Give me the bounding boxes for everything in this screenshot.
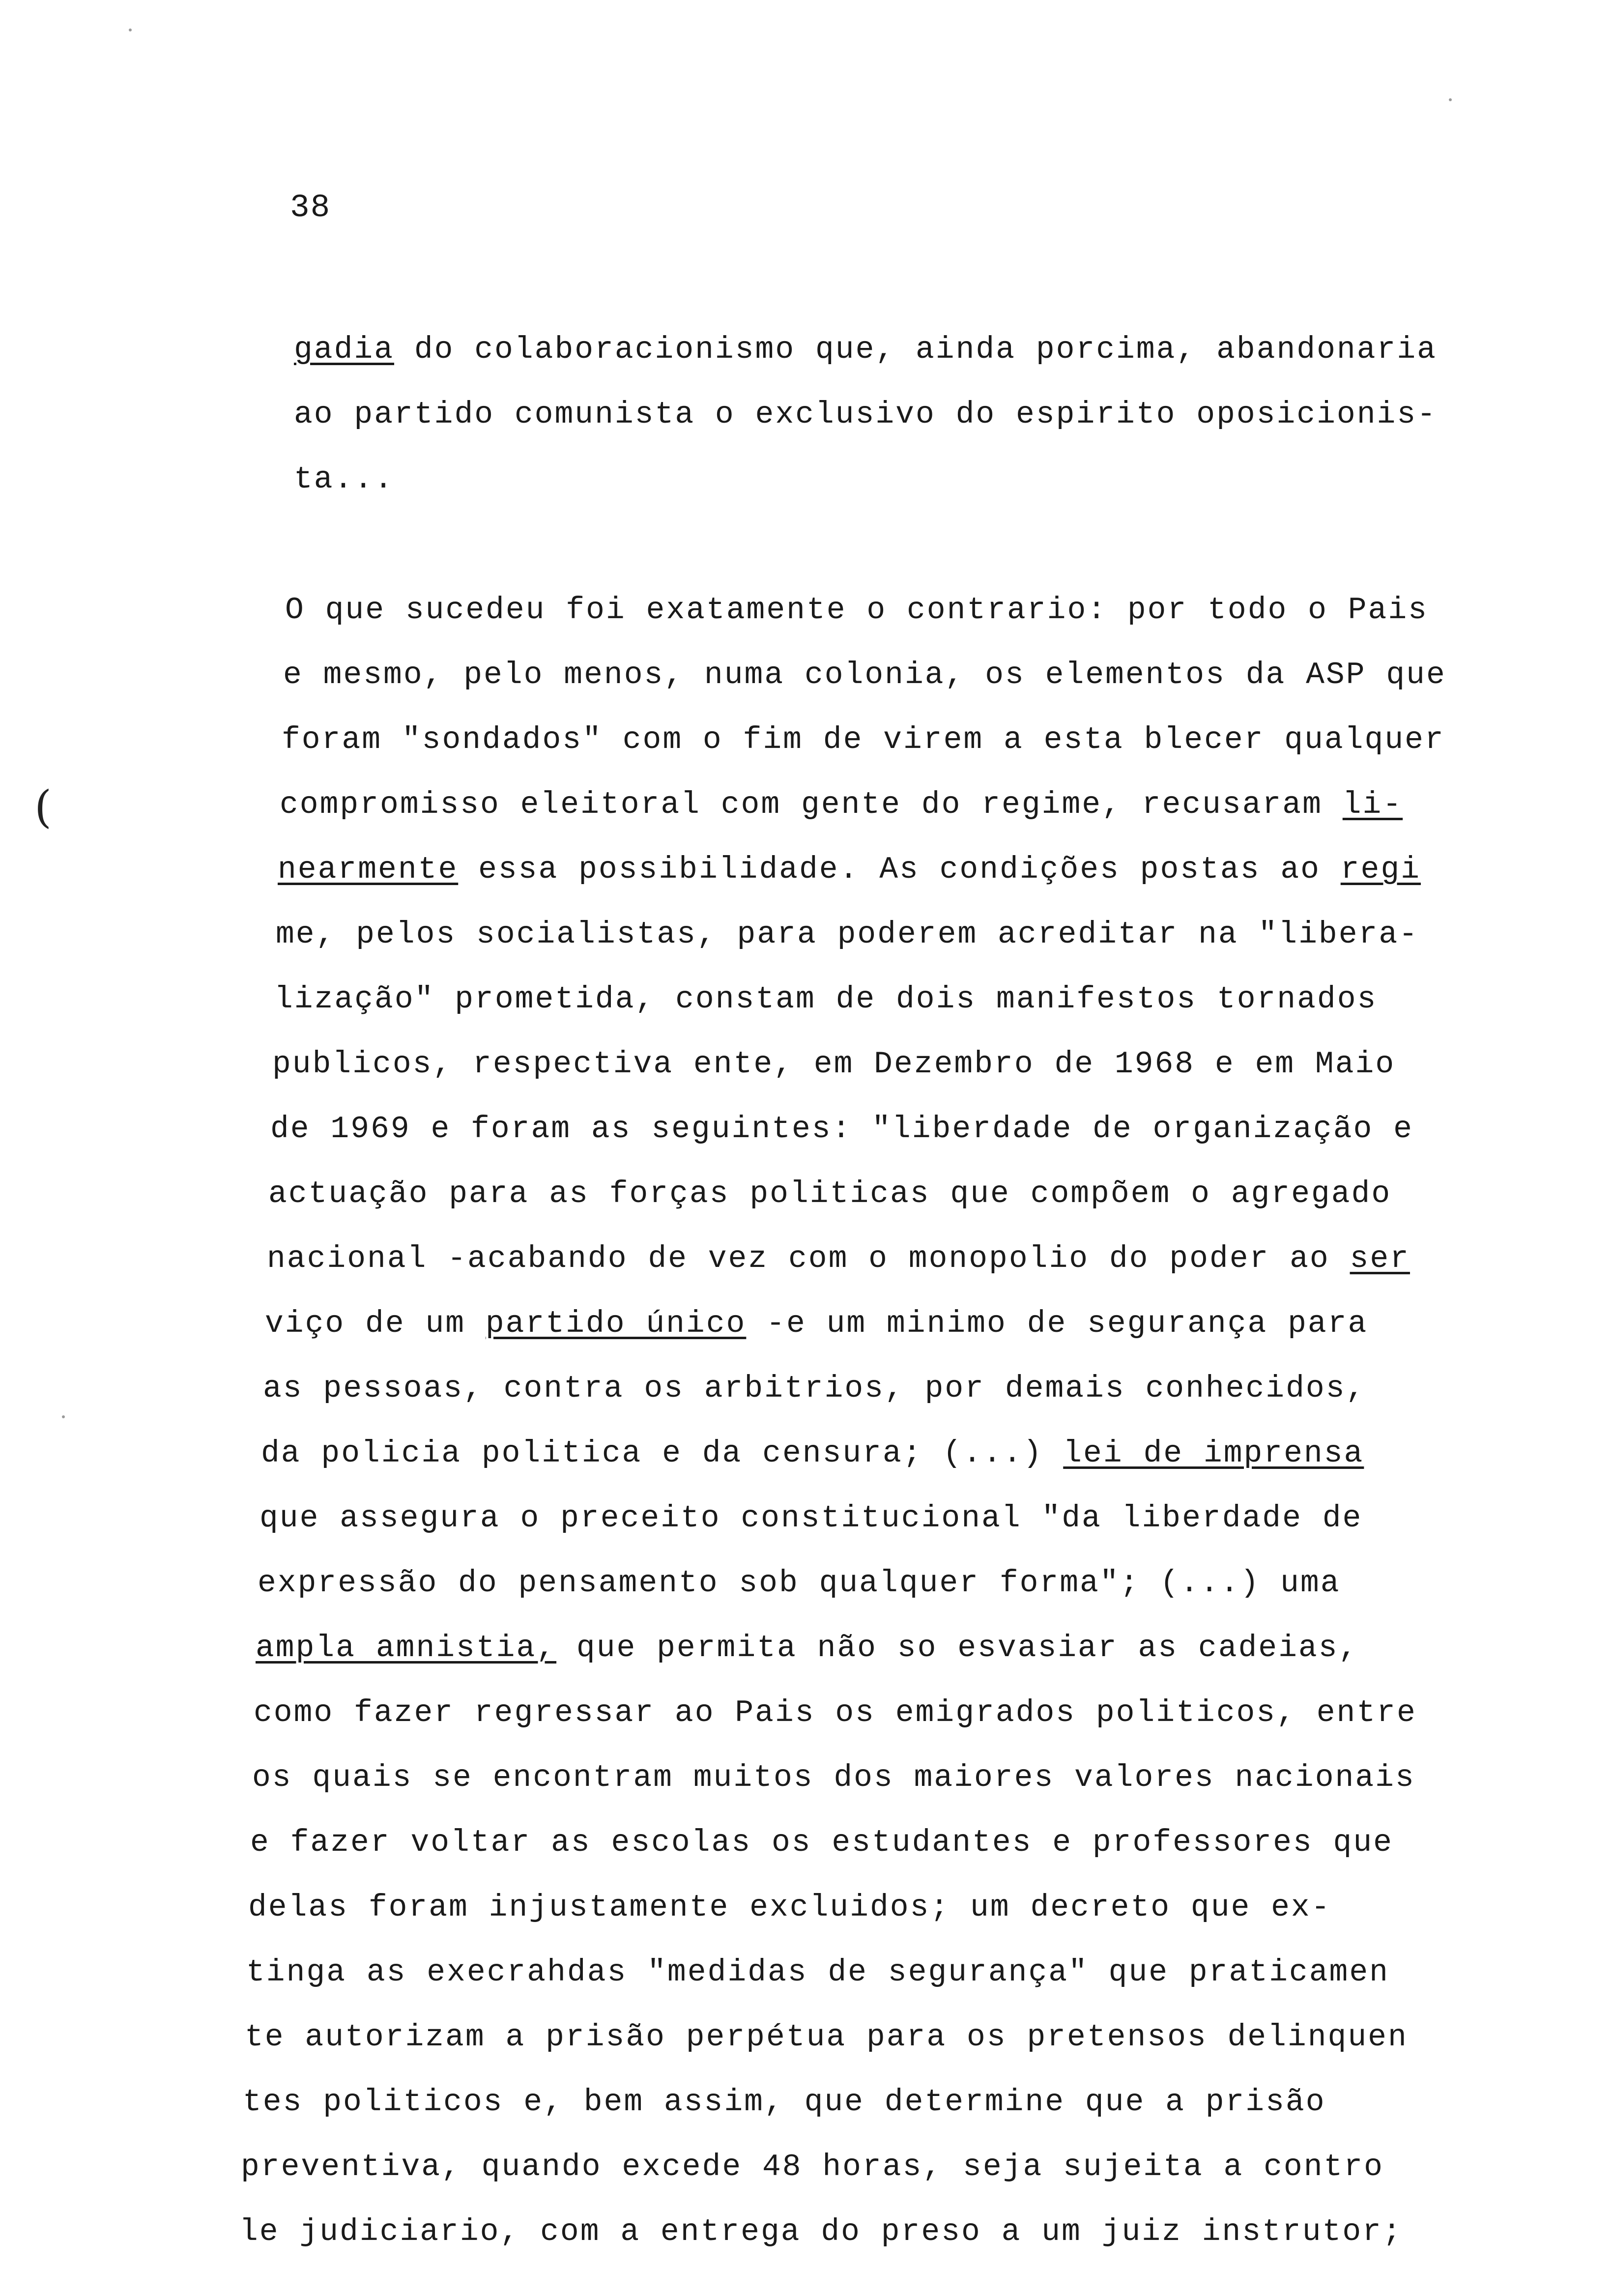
text-line [245, 2022, 1408, 2053]
text-line [294, 464, 394, 495]
text-line [282, 724, 1445, 755]
text-segment: nacional -acabando de vez com o monopolio do poder ao [267, 1241, 1350, 1276]
text-segment: -e um minimo de segurança para [746, 1306, 1368, 1341]
text-segment: expressão do pensamento sob qualquer forma"; (...) uma [258, 1566, 1341, 1601]
text-segment: O que sucedeu foi exatamente o contrario: por todo o Pais [285, 593, 1428, 628]
text-line [252, 1762, 1415, 1793]
underlined-text: gadia [294, 332, 395, 367]
text-line [259, 1503, 1362, 1534]
scan-speck [129, 29, 132, 31]
text-line [241, 2152, 1384, 2182]
text-segment: tes politicos e, bem assim, que determine que a prisão [243, 2085, 1326, 2120]
text-line [243, 2087, 1326, 2118]
text-line [274, 984, 1377, 1015]
underlined-text: nearmente [278, 852, 459, 887]
text-line [268, 1178, 1391, 1209]
text-line [263, 1373, 1366, 1404]
text-segment: ta... [294, 462, 395, 497]
underlined-text: regi [1340, 852, 1421, 887]
text-line [256, 1633, 1358, 1664]
text-segment: le judiciario, com a entrega do preso a um juiz instrutor; [239, 2214, 1403, 2249]
text-segment: do colaboracionismo que, ainda porcima, abandonaria [394, 332, 1437, 367]
underlined-text: lei de imprensa [1063, 1436, 1364, 1471]
text-segment: e mesmo, pelo menos, numa colonia, os elementos da ASP que [283, 658, 1446, 692]
text-line [278, 854, 1421, 885]
text-segment: da policia politica e da censura; (...) [261, 1436, 1064, 1471]
text-line [265, 1308, 1368, 1339]
text-segment: de 1969 e foram as seguintes: "liberdade de organização e [270, 1112, 1413, 1147]
text-line [270, 1114, 1413, 1145]
text-line [250, 1827, 1393, 1858]
margin-mark: ( [34, 781, 52, 833]
text-line [283, 660, 1446, 690]
underlined-text: partido único [485, 1306, 747, 1341]
text-line [246, 1957, 1389, 1988]
text-segment: as pessoas, contra os arbitrios, por demais conhecidos, [263, 1371, 1366, 1406]
text-line [258, 1568, 1341, 1599]
underlined-text: ampla amnistia, [256, 1631, 557, 1665]
underlined-text: li- [1342, 787, 1403, 822]
text-line [294, 334, 1437, 365]
text-segment: que assegura o preceito constitucional "da liberdade de [259, 1501, 1363, 1536]
scan-speck [1449, 98, 1452, 101]
text-segment: te autorizam a prisão perpétua para os pretensos delinquen [245, 2020, 1408, 2055]
text-line [254, 1697, 1417, 1728]
text-segment: como fazer regressar ao Pais os emigrados politicos, entre [254, 1695, 1417, 1730]
text-segment: preventiva, quando excede 48 horas, seja sujeita a contro [241, 2150, 1384, 2184]
text-line [280, 789, 1403, 820]
text-segment: delas foram injustamente excluidos; um decreto que ex- [248, 1890, 1331, 1925]
page-number: 38 [290, 189, 331, 226]
text-segment: os quais se encontram muitos dos maiores valores nacionais [252, 1760, 1415, 1795]
text-segment: que permita não so esvasiar as cadeias, [556, 1631, 1359, 1665]
text-line [248, 1892, 1331, 1923]
text-segment: foram "sondados" com o fim de virem a esta blecer qualquer [282, 722, 1445, 757]
text-segment: actuação para as forças politicas que compõem o agregado [268, 1177, 1392, 1211]
text-line [261, 1438, 1364, 1469]
text-line [239, 2216, 1403, 2247]
scan-speck [62, 1415, 65, 1418]
text-line [267, 1243, 1410, 1274]
text-line [276, 919, 1419, 950]
text-segment: publicos, respectiva ente, em Dezembro de 1968 e em Maio [272, 1047, 1396, 1082]
text-line [285, 595, 1428, 626]
text-line [294, 399, 1437, 430]
text-segment: essa possibilidade. As condições postas ao [458, 852, 1341, 887]
text-segment: compromisso eleitoral com gente do regime, recusaram [280, 787, 1343, 822]
text-segment: lização" prometida, constam de dois manifestos tornados [274, 982, 1378, 1017]
text-segment: me, pelos socialistas, para poderem acreditar na "libera- [276, 917, 1419, 952]
text-segment: ao partido comunista o exclusivo do espirito oposicionis- [294, 397, 1437, 432]
text-line [272, 1049, 1395, 1080]
text-segment: e fazer voltar as escolas os estudantes e professores que [250, 1825, 1393, 1860]
text-segment: tinga as execrahdas "medidas de segurança" que praticamen [246, 1955, 1389, 1990]
underlined-text: ser [1350, 1241, 1410, 1276]
text-segment: viço de um [265, 1306, 486, 1341]
